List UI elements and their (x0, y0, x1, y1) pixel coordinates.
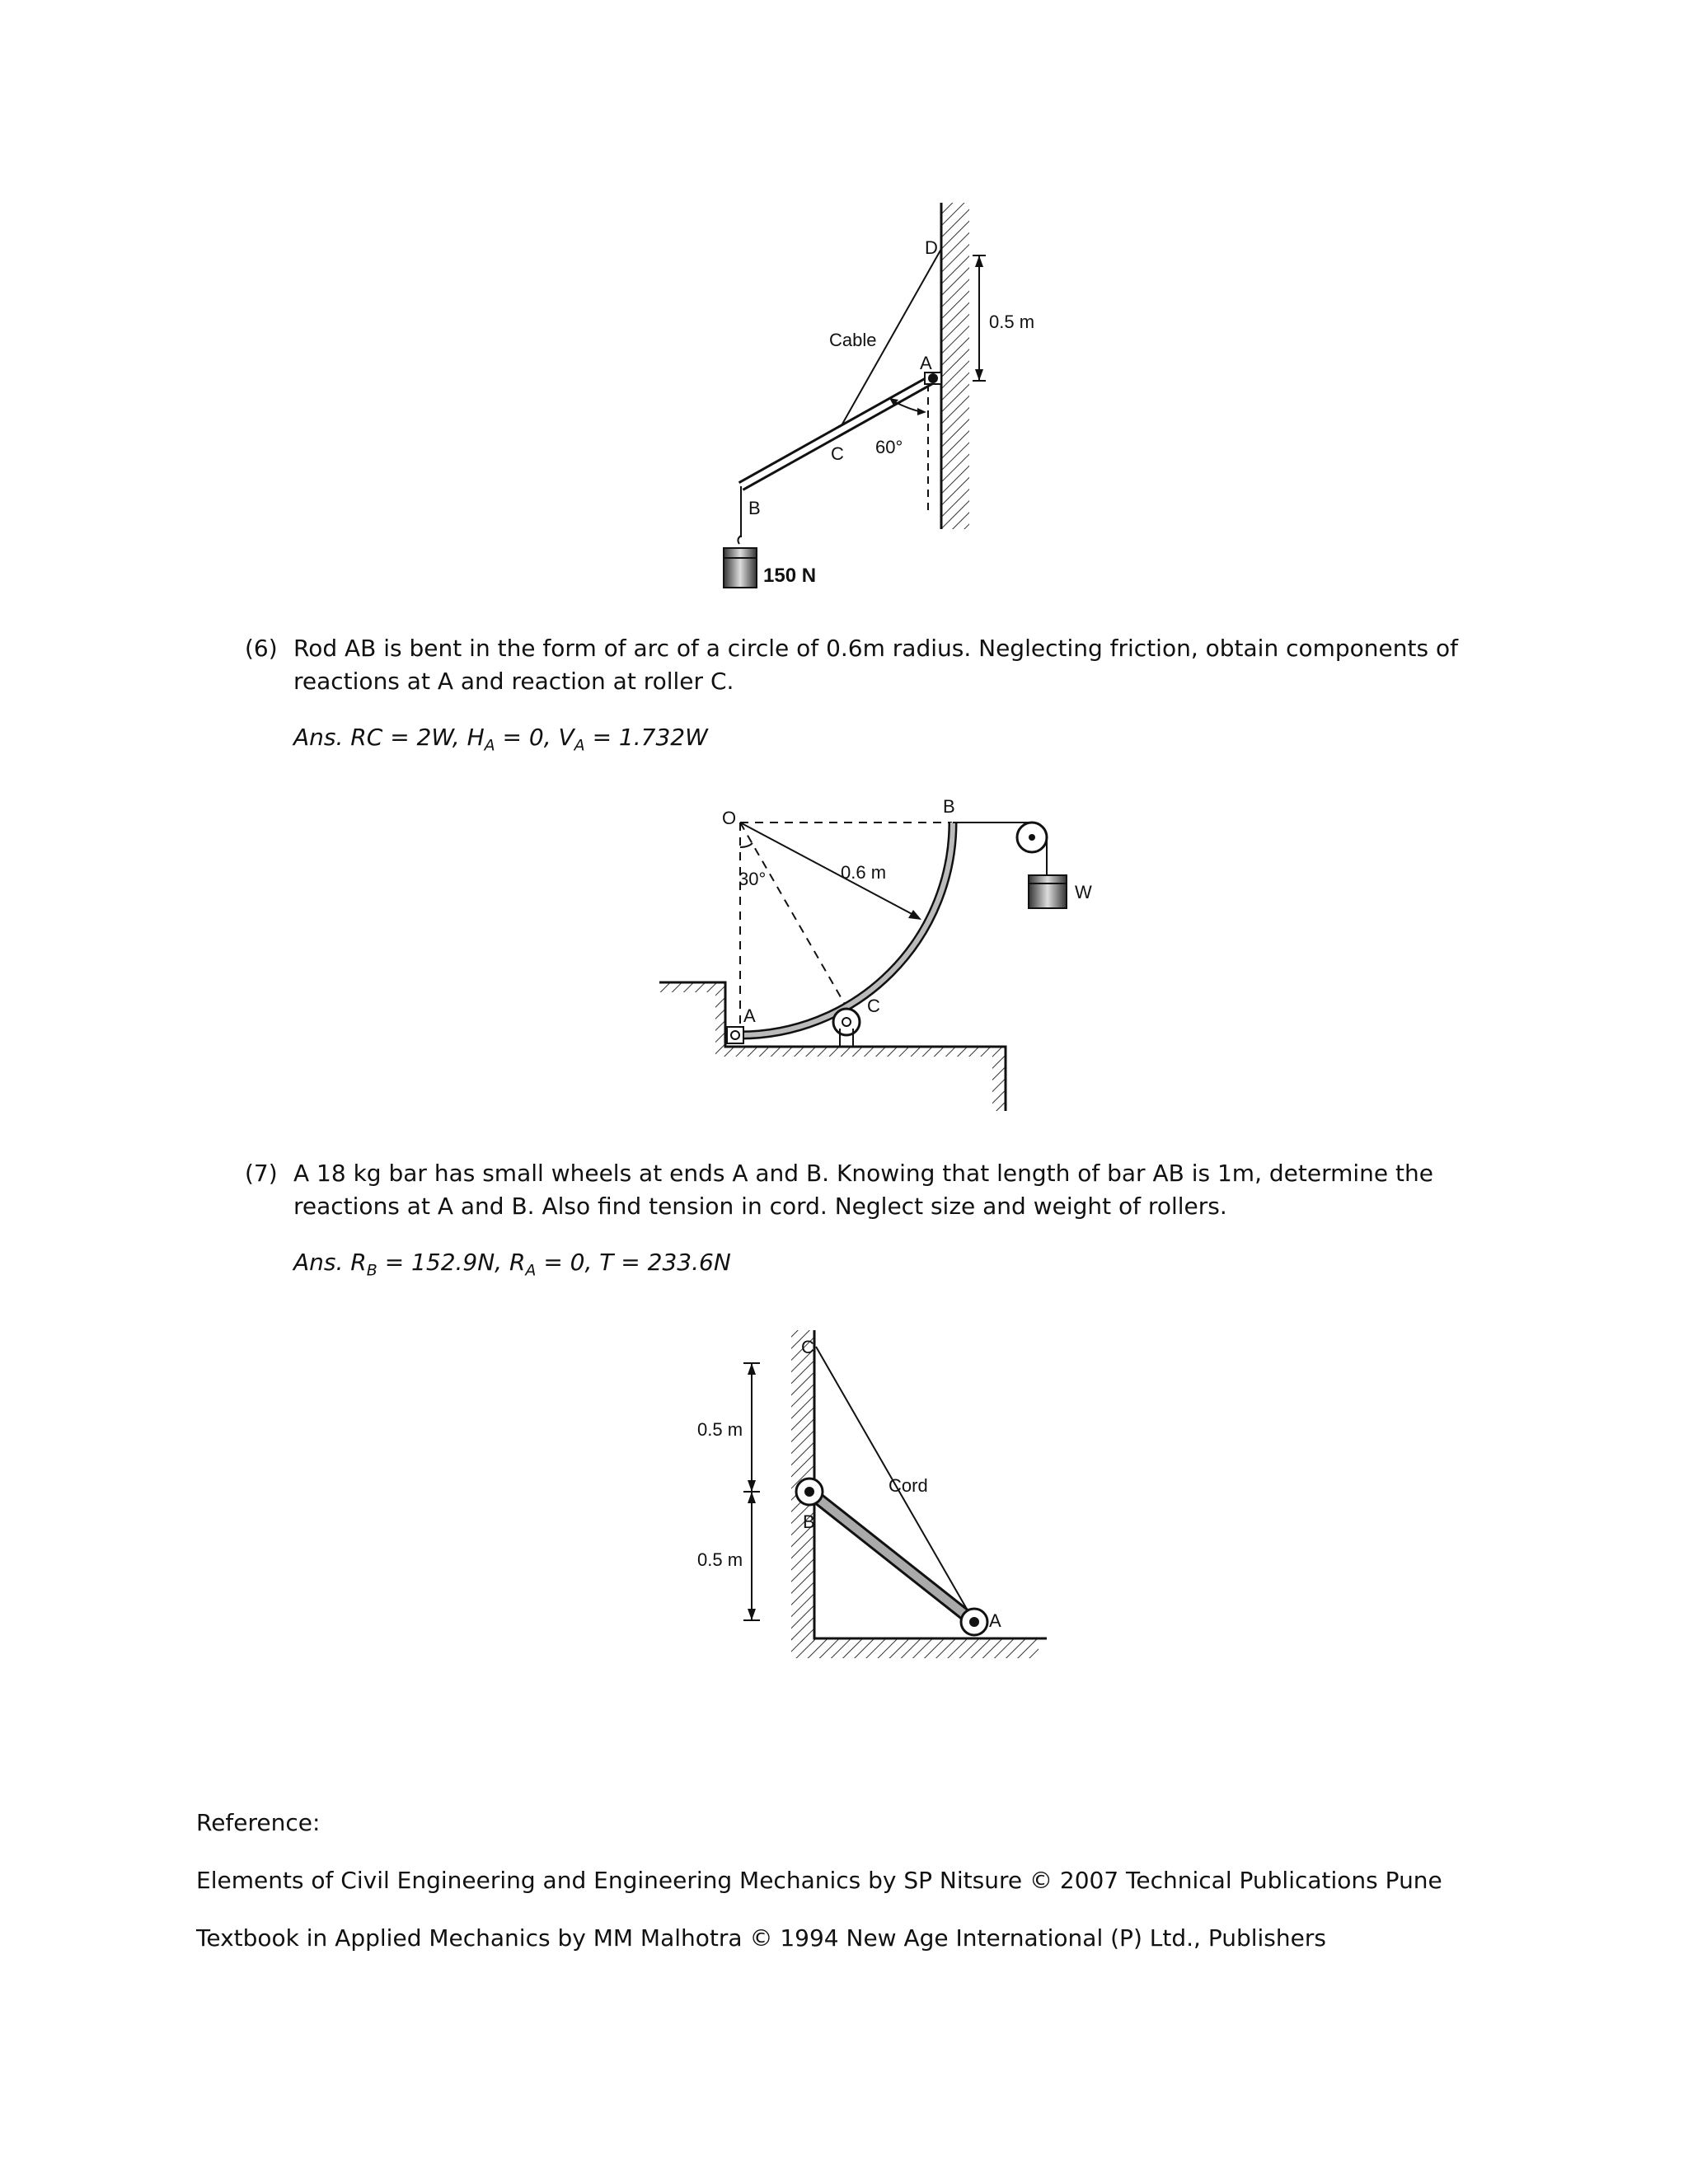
wall (941, 203, 969, 529)
answer-7-suffix: = 0, T = 233.6N (536, 1249, 731, 1276)
label-a: A (989, 1610, 1001, 1631)
ground (659, 982, 1006, 1111)
label-a: A (743, 1005, 756, 1026)
answer-7-prefix: Ans. R (293, 1249, 367, 1276)
problem-7-line-1: A 18 kg bar has small wheels at ends A and B. Knowing that length of bar AB is 1m, determine the (293, 1160, 1433, 1187)
reference-item-1: Elements of Civil Engineering and Engineering Mechanics by SP Nitsure © 2007 Technical Publications Pune (196, 1867, 1442, 1894)
problem-7-answer (293, 1246, 731, 1287)
label-cable: Cable (829, 330, 877, 350)
reference-heading: Reference: (196, 1809, 321, 1836)
label-c: C (831, 443, 844, 464)
label-b: B (748, 498, 761, 518)
answer-6-prefix: Ans. RC = 2W, H (293, 724, 485, 751)
problem-6-text (293, 632, 1530, 698)
arc-rod (740, 823, 953, 1035)
figure-bracket-cable (701, 198, 1071, 626)
figure-arc-rod (651, 791, 1113, 1121)
label-c: C (801, 1337, 814, 1357)
label-dim-top: 0.5 m (697, 1419, 743, 1440)
figure-bar-wheels-cord (684, 1327, 1071, 1665)
label-radius: 0.6 m (841, 862, 887, 883)
problem-7-number: (7) (245, 1160, 278, 1187)
answer-7-mid: = 152.9N, R (377, 1249, 526, 1276)
label-cord: Cord (889, 1475, 928, 1496)
answer-6-mid: = 0, V (495, 724, 574, 751)
label-load: 150 N (763, 565, 817, 587)
weight-block (724, 548, 757, 588)
answer-7-sub-b: B (366, 1261, 377, 1280)
label-w: W (1075, 882, 1092, 902)
answer-6-sub-a2: A (574, 736, 585, 755)
problem-6-number: (6) (245, 635, 278, 662)
label-a: A (920, 353, 932, 373)
label-o: O (722, 808, 737, 828)
reference-item-2: Textbook in Applied Mechanics by MM Malhotra © 1994 New Age International (P) Ltd., Publishers (196, 1924, 1326, 1952)
answer-6-suffix: = 1.732W (584, 724, 708, 751)
problem-6-answer (293, 721, 708, 762)
weight-w (1029, 875, 1067, 908)
label-angle: 60° (875, 437, 903, 457)
label-b: B (943, 796, 955, 817)
problem-7-line-2: reactions at A and B. Also find tension in cord. Neglect size and weight of rollers. (293, 1193, 1227, 1220)
label-angle: 30° (738, 869, 767, 889)
answer-6-sub-a1: A (484, 736, 495, 755)
problem-6-line-1: Rod AB is bent in the form of arc of a circle of 0.6m radius. Neglecting friction, obtain components of (293, 635, 1458, 662)
label-b: B (803, 1511, 815, 1532)
problem-6-line-2: reactions at A and reaction at roller C. (293, 668, 734, 695)
roller-c (833, 1009, 860, 1035)
label-dim-bottom: 0.5 m (697, 1549, 743, 1570)
label-d: D (925, 237, 938, 258)
problem-7-text (293, 1157, 1530, 1223)
label-dimension: 0.5 m (989, 312, 1035, 332)
label-c: C (867, 996, 880, 1016)
answer-7-sub-a: A (525, 1261, 537, 1280)
